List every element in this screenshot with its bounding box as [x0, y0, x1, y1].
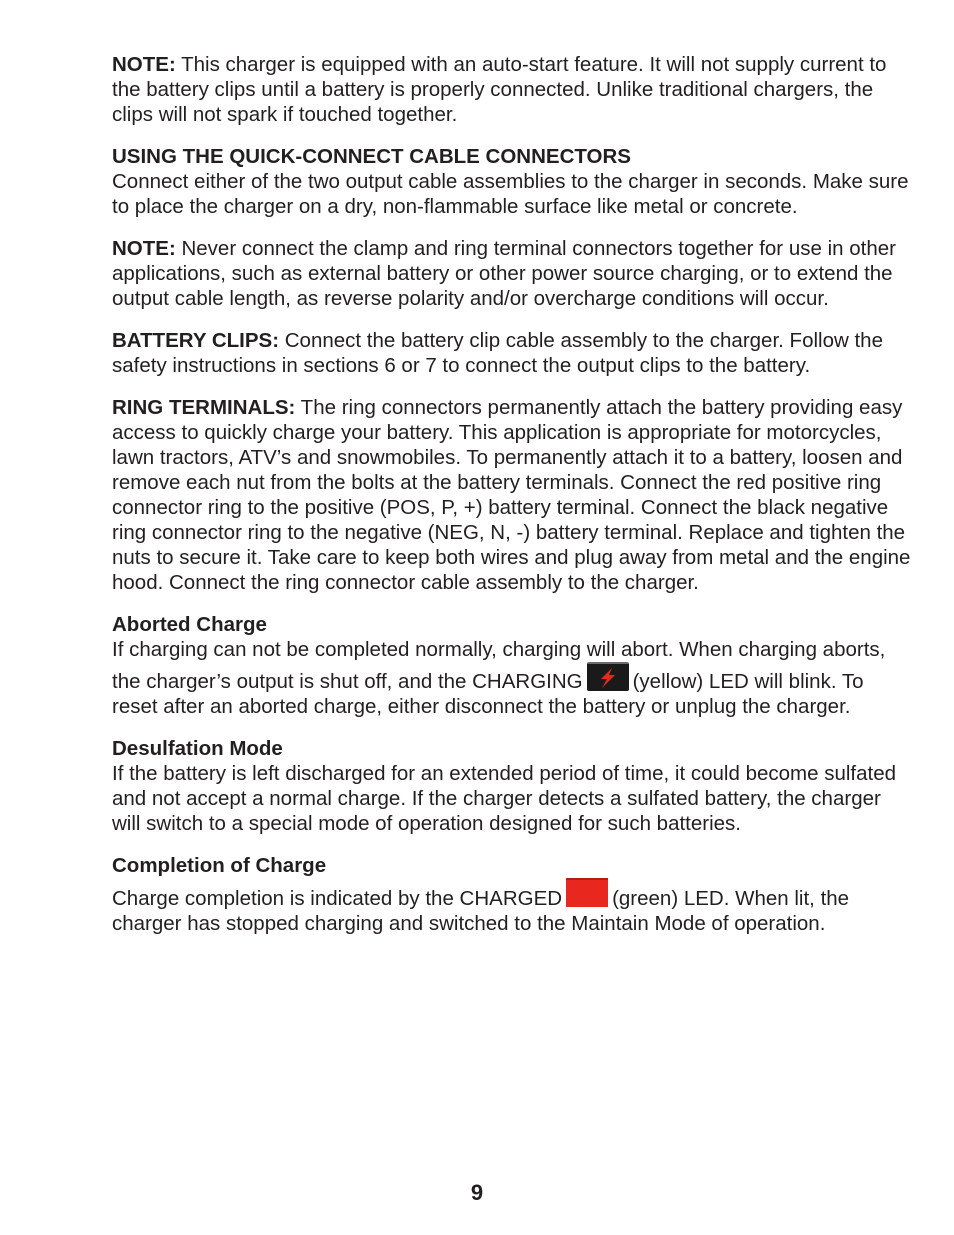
note-text: Never connect the clamp and ring terminal connectors together for use in other applications, such as external battery or other power source charging, or to extend the output cable length, as reverse polarity and/or overcharge conditions will occur.: [112, 237, 896, 310]
section-text: If the battery is left discharged for an extended period of time, it could become sulfated and not accept a normal charge. If the charger detects a sulfated battery, the charger will switch to a special mode of operation designed for such batteries.: [112, 762, 897, 835]
battery-clips-label: BATTERY CLIPS:: [112, 329, 280, 352]
section-heading: Desulfation Mode: [112, 737, 283, 760]
section-text: [112, 637, 912, 719]
section-quick-connect: [112, 144, 912, 219]
section-completion: [112, 853, 912, 936]
battery-clips-paragraph: [112, 328, 912, 378]
ring-terminals: [112, 395, 912, 595]
section-text: [112, 878, 912, 936]
page-number: 9: [470, 1180, 484, 1205]
charging-led-icon: [587, 662, 629, 691]
section-heading: USING THE QUICK-CONNECT CABLE CONNECTORS: [112, 145, 631, 168]
ring-terminals-paragraph: [112, 395, 912, 595]
note-auto-start: [112, 52, 912, 127]
battery-clips: [112, 328, 912, 378]
note-label: NOTE:: [112, 237, 176, 260]
note-text: This charger is equipped with an auto-start feature. It will not supply current to the battery clips until a battery is properly connected. Unlike traditional chargers, the clips will not spark if touched together.: [112, 53, 887, 126]
section-text: Connect either of the two output cable assemblies to the charger in seconds. Make sure to place the charger on a dry, non-flammable surface like metal or concrete.: [112, 170, 909, 218]
ring-terminals-text: The ring connectors permanently attach the battery providing easy access to quickly charge your battery. This application is appropriate for motorcycles, lawn tractors, ATV’s and snowmobiles. To permanently attach it to a battery, loosen and remove each nut from the bolts at the battery terminals. Connect the red positive ring connector ring to the positive (POS, P, +) battery terminal. Connect the black negative ring connector ring to the negative (NEG, N, -) battery terminal. Replace and tighten the nuts to secure it. Take care to keep both wires and plug away from metal and the engine hood. Connect the ring connector cable assembly to the charger.: [112, 396, 911, 594]
section-desulfation: [112, 736, 912, 836]
section-heading: Aborted Charge: [112, 613, 267, 636]
aborted-text-after: (yellow) LED will blink. To reset after an aborted charge, either disconnect the battery or unplug the charger.: [112, 670, 864, 718]
section-heading: Completion of Charge: [112, 854, 327, 877]
completion-text-after: (green) LED. When lit, the charger has stopped charging and switched to the Maintain Mode of operation.: [112, 887, 850, 935]
charged-led-icon: [566, 878, 608, 907]
note-label: NOTE:: [112, 53, 176, 76]
document-body: [112, 52, 912, 953]
ring-terminals-label: RING TERMINALS:: [112, 396, 296, 419]
note-polarity-paragraph: [112, 236, 912, 311]
section-aborted-charge: [112, 612, 912, 719]
battery-clips-text: Connect the battery clip cable assembly to the charger. Follow the safety instructions in sections 6 or 7 to connect the output clips to the battery.: [112, 329, 883, 377]
aborted-text-before: If charging can not be completed normally, charging will abort. When charging aborts, the charger’s output is shut off, and the CHARGING: [112, 638, 886, 693]
completion-text-before: Charge completion is indicated by the CHARGED: [112, 887, 563, 910]
note-polarity: [112, 236, 912, 311]
note-auto-start-paragraph: [112, 52, 912, 127]
